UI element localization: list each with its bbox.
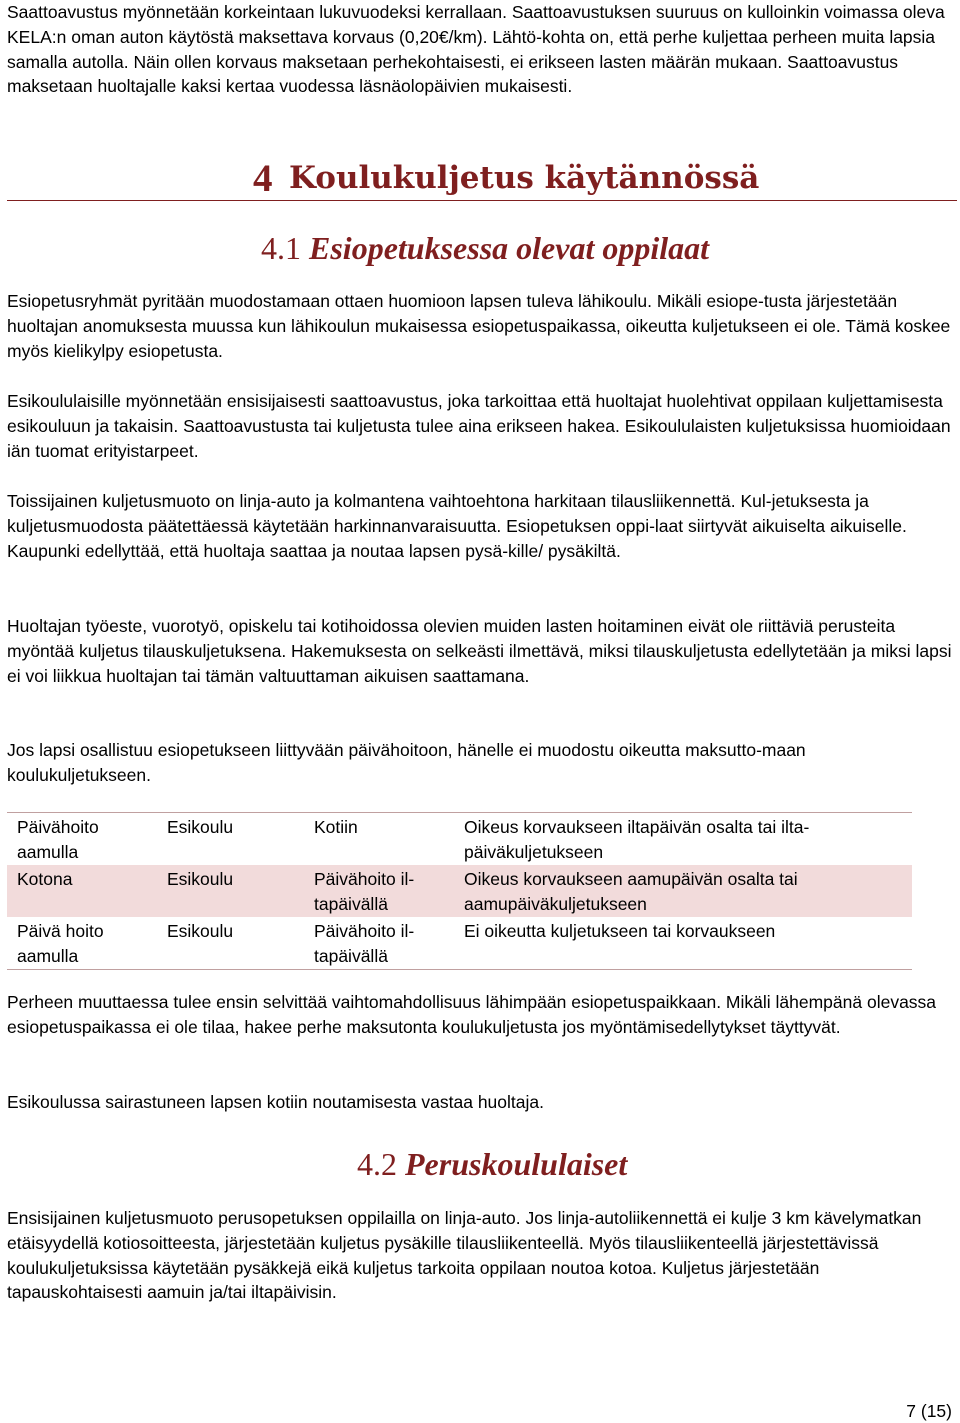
table-cell: Esikoulu xyxy=(157,917,304,970)
table-cell: Päivähoito il-tapäivällä xyxy=(304,917,454,970)
paragraph: Perheen muuttaessa tulee ensin selvittää vaihtomahdollisuus lähimpään esiopetuspaikkaan. Mikäli lähempänä olevassa esiopetuspaikassa ei ole tilaa, hakee perhe maksutonta koulukuljetusta jos myöntämisedellytykset täyttyvät. xyxy=(7,992,937,1037)
table-cell: Päivähoito aamulla xyxy=(7,813,157,866)
table-row xyxy=(7,865,912,917)
table-cell: Oikeus korvaukseen aamupäivän osalta tai aamupäiväkuljetukseen xyxy=(454,865,912,917)
paragraph: Esikoululaisille myönnetään ensisijaisesti saattoavustus, joka tarkoittaa että huoltajat huolehtivat oppilaan kuljettamisesta esikouluun ja takaisin. Saattoavustusta tai kuljetusta tulee aina erikseen hakea. Esikoululaisten kuljetuksissa huomioidaan iän tuomat erityistarpeet. xyxy=(7,391,951,461)
section-4-1-title: Esiopetuksessa olevat oppilaat xyxy=(309,230,709,266)
page-number: 7 (15) xyxy=(906,1401,952,1421)
table-cell: Esikoulu xyxy=(157,865,304,917)
chapter-heading xyxy=(7,156,957,201)
paragraph: Esikoulussa sairastuneen lapsen kotiin noutamisesta vastaa huoltaja. xyxy=(7,1092,544,1112)
table-cell: Kotiin xyxy=(304,813,454,866)
paragraph: Ensisijainen kuljetusmuoto perusopetuksen oppilailla on linja-auto. Jos linja-autoliikennettä ei kulje 3 km kävelymatkan etäisyydellä kotiosoitteesta, järjestetään kuljetus pysäkille tilausliikenteellä. Myös tilausliikenteellä järjestettävissä koulukuljetuksissa käytetään pysäkkejä eikä kuljetus tarkoita oppilaan noutoa kotoa. Kuljetus järjestetään tapauskohtaisesti aamuin ja/tai iltapäivisin. xyxy=(7,1208,922,1303)
paragraph: Toissijainen kuljetusmuoto on linja-auto ja kolmantena vaihtoehtona harkitaan tilausliikennettä. Kul-jetuksesta ja kuljetusmuodosta päätettäessä käytetään harkinnanvaraisuutta. Esiopetuksen oppi-laat siirtyvät aikuiselta aikuiselle. Kaupunki edellyttää, että huoltaja saattaa ja noutaa lapsen pysä-kille/ pysäkiltä. xyxy=(7,491,907,561)
section-4-2-title: Peruskoululaiset xyxy=(405,1146,628,1182)
transport-rights-table xyxy=(7,812,912,970)
table-cell: Päivä hoito aamulla xyxy=(7,917,157,970)
table-cell: Ei oikeutta kuljetukseen tai korvaukseen xyxy=(454,917,912,970)
section-4-1-number: 4.1 xyxy=(261,230,301,266)
paragraph: Esiopetusryhmät pyritään muodostamaan ottaen huomioon lapsen tuleva lähikoulu. Mikäli esiope-tusta järjestetään huoltajan anomuksesta muussa kun lähikoulun mukaisessa esiopetuspaikassa, oikeutta kuljetukseen ei ole. Tämä koskee myös kielikylpy esiopetusta. xyxy=(7,291,951,361)
paragraph: Huoltajan työeste, vuorotyö, opiskelu tai kotihoidossa olevien muiden lasten hoitaminen eivät ole riittäviä perusteita myöntää kuljetus tilauskuljetuksena. Hakemuksesta on selkeästi ilmettävä, miksi tilauskuljetusta edellytetään ja miksi lapsi ei voi liikkua huoltajan tai tämän valtuuttaman aikuisen saattamana. xyxy=(7,616,952,686)
table-row xyxy=(7,813,912,866)
chapter-number: 4 xyxy=(253,157,273,200)
paragraph: Jos lapsi osallistuu esiopetukseen liittyvään päivähoitoon, hänelle ei muodostu oikeutta maksutto-maan koulukuljetukseen. xyxy=(7,740,806,785)
table-cell: Oikeus korvaukseen iltapäivän osalta tai ilta-päiväkuljetukseen xyxy=(454,813,912,866)
intro-paragraph: Saattoavustus myönnetään korkeintaan lukuvuodeksi kerrallaan. Saattoavustuksen suuruus on kulloinkin voimassa oleva KELA:n oman auton käytöstä maksettava korvaus (0,20€/km). Lähtö-kohta on, että perhe kuljettaa perheen muita lapsia samalla autolla. Näin ollen korvaus maksetaan perhekohtaisesti, ei erikseen lasten määrän mukaan. Saattoavustus maksetaan huoltajalle kaksi kertaa vuodessa läsnäolopäivien mukaisesti. xyxy=(7,2,945,97)
section-4-2-heading xyxy=(357,1146,627,1183)
chapter-title: Koulukuljetus käytännössä xyxy=(289,160,760,196)
table-row xyxy=(7,917,912,970)
table-cell: Kotona xyxy=(7,865,157,917)
table-cell: Esikoulu xyxy=(157,813,304,866)
section-4-2-number: 4.2 xyxy=(357,1146,397,1182)
section-4-1-heading xyxy=(261,230,709,267)
table-cell: Päivähoito il-tapäivällä xyxy=(304,865,454,917)
